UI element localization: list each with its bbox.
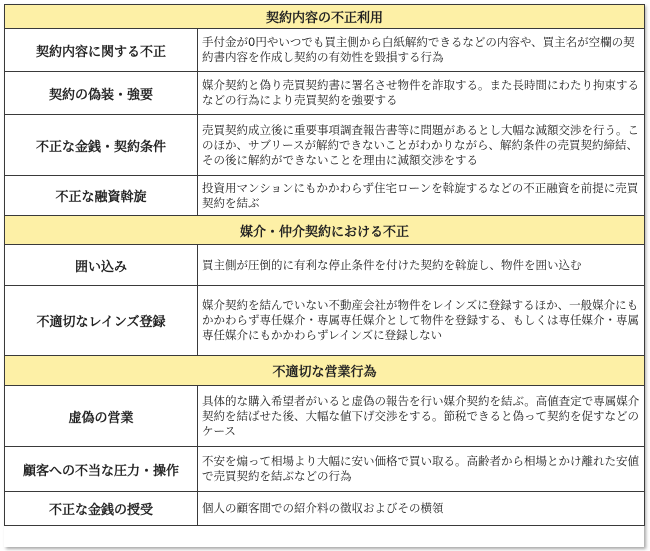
row-label: 不正な金銭・契約条件 [5,115,198,176]
row-label: 契約内容に関する不正 [5,29,198,72]
section-title: 契約内容の不正利用 [5,5,645,29]
table-row [5,115,645,176]
section-header-row [5,216,645,245]
row-label: 虚偽の営業 [5,386,198,447]
section-title: 不適切な営業行為 [5,356,645,386]
section-header-row [5,356,645,386]
row-label: 顧客への不当な圧力・操作 [5,447,198,492]
table-row [5,72,645,115]
section-title: 媒介・仲介契約における不正 [5,216,645,245]
row-description: 売買契約成立後に重要事項調査報告書等に問題があるとし大幅な減額交渉を行う。このほか、サブリースが解約できないことがわかりながら、解約条件の売買契約締結、その後に解約ができないことを理由に減額交渉をする [198,115,645,176]
row-description: 買主側が圧倒的に有利な停止条件を付けた契約を斡旋し、物件を囲い込む [198,245,645,286]
row-description: 媒介契約と偽り売買契約書に署名させ物件を詐取する。また長時間にわたり拘束するなどの行為により売買契約を強要する [198,72,645,115]
table-row [5,492,645,526]
fraud-table [4,4,645,526]
table-row [5,386,645,447]
table-row [5,245,645,286]
table-row [5,447,645,492]
row-label: 不正な金銭の授受 [5,492,198,526]
section-header-row [5,5,645,29]
row-description: 個人の顧客間での紹介料の徴収およびその横領 [198,492,645,526]
row-label: 不適切なレインズ登録 [5,286,198,356]
row-description: 投資用マンションにもかかわらず住宅ローンを斡旋するなどの不正融資を前提に売買契約を結ぶ [198,176,645,216]
row-description: 媒介契約を結んでいない不動産会社が物件をレインズに登録するほか、一般媒介にもかかわらず専任媒介・専属専任媒介として物件を登録する、もしくは専任媒介・専属専任媒介にもかかわらずレインズに登録しない [198,286,645,356]
row-description: 手付金が0円やいつでも買主側から白紙解約できるなどの内容や、買主名が空欄の契約書内容を作成し契約の有効性を毀損する行為 [198,29,645,72]
fraud-table-container [4,4,644,547]
row-description: 不安を煽って相場より大幅に安い価格で買い取る。高齢者から相場とかけ離れた安値で売買契約を結ぶなどの行為 [198,447,645,492]
table-row [5,176,645,216]
row-label: 囲い込み [5,245,198,286]
row-label: 不正な融資斡旋 [5,176,198,216]
table-row [5,286,645,356]
table-row [5,29,645,72]
row-label: 契約の偽装・強要 [5,72,198,115]
row-description: 具体的な購入希望者がいると虚偽の報告を行い媒介契約を結ぶ。高値査定で専属媒介契約を結ばせた後、大幅な値下げ交渉をする。節税できると偽って契約を促すなどのケース [198,386,645,447]
